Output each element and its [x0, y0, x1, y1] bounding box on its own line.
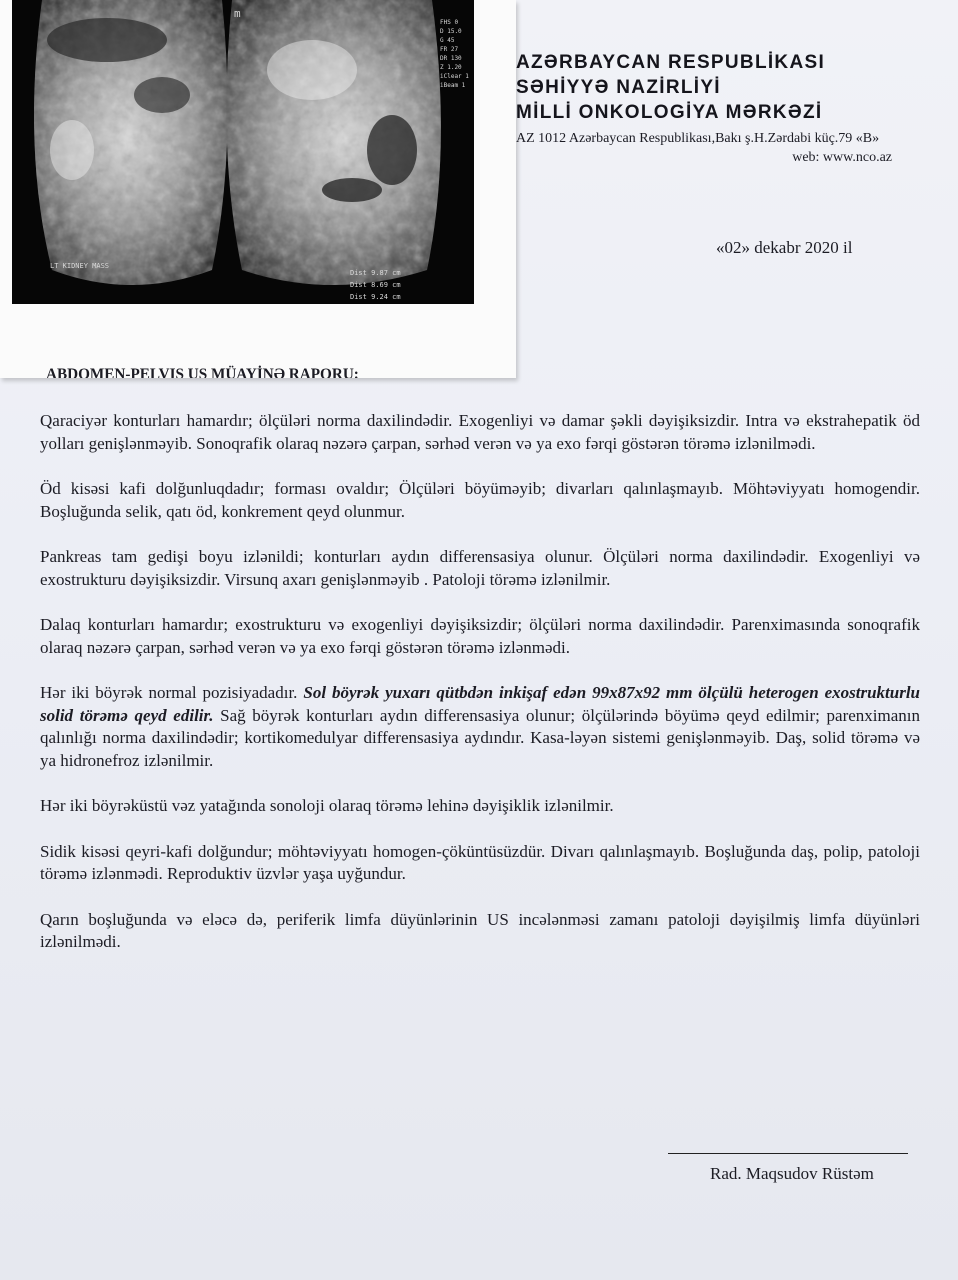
org-line-3: MİLLİ ONKOLOGİYA MƏRKƏZİ [516, 102, 823, 123]
signature-line [668, 1153, 908, 1154]
scan-label: LT KIDNEY MASS [50, 262, 110, 270]
report-title-strip [0, 360, 516, 378]
kidney-paragraph [40, 682, 920, 772]
letterhead [516, 50, 916, 167]
spleen-paragraph: Dalaq konturları hamardır; exostrukturu və exogenliyi dəyişiksizdir; ölçüləri norma daxilindədir. Parenximasında sonoqrafik olaraq nəzərə çarpan, sərhəd verən və ya exo fərqi göstərən törəmə izlənmədi. [40, 615, 920, 657]
scan-param: DR 130 [440, 55, 462, 62]
gallbladder-paragraph: Öd kisəsi kafi dolğunluqdadır; forması ovaldır; Ölçüləri böyüməyib; divarları qalınlaşmayıb. Möhtəviyyatı homogendir. Boşluğunda selik, qatı öd, konkrement qeyd olunmur. [40, 479, 920, 521]
scan-param: iClear 1 [440, 73, 469, 80]
measurement-3: Dist 9.24 cm [350, 293, 401, 301]
pancreas-paragraph: Pankreas tam gedişi boyu izlənildi; konturları aydın differensasiya olunur. Ölçüləri norma daxilindədir. Exogenliyi və exostrukturu dəyişiksizdir. Virsunq axarı genişlənməyib . Patoloji törəmə izlənilmir. [40, 547, 920, 589]
ultrasound-printout [0, 0, 516, 378]
measurement-1: Dist 9.87 cm [350, 269, 401, 277]
address: AZ 1012 Azərbaycan Respublikası,Bakı ş.H.Zərdabi küç.79 «B» [516, 131, 880, 146]
report-date: «02» dekabr 2020 il [716, 238, 853, 257]
scan-param: FHS 0 [440, 19, 459, 26]
liver-paragraph: Qaraciyər konturları hamardır; ölçüləri norma daxilindədir. Exogenliyi və damar şəkli dəyişiksizdir. Intra və ekstrahepatik öd yolları genişlənməyib. Sonoqrafik olaraq nəzərə çarpan, sərhəd verən və ya exo fərqi göstərən törəmə izlənilmədi. [40, 411, 920, 453]
ultrasound-image [12, 0, 474, 304]
scan-param: iBeam 1 [440, 82, 466, 89]
report-title: ABDOMEN-PELVIS US MÜAYİNƏ RAPORU: [46, 366, 359, 378]
scan-param: D 15.0 [440, 28, 462, 35]
scan-marker: m [234, 7, 241, 20]
website: web: www.nco.az [792, 150, 892, 165]
lymph-node-paragraph: Qarın boşluğunda və eləcə də, periferik limfa düyünlərinin US incələnməsi zamanı patoloji dəyişilmiş limfa düyünləri izlənilmədi. [40, 909, 920, 951]
scan-param: Z 1.20 [440, 64, 462, 71]
signature: Rad. Maqsudov Rüstəm [710, 1164, 874, 1183]
measurement-2: Dist 8.69 cm [350, 281, 401, 289]
org-line-2: SƏHİYYƏ NAZİRLİYİ [516, 77, 721, 98]
kidney-finding-highlight: Sol böyrək yuxarı qütbdən inkişaf edən 99x87x92 mm ölçülü heterogen exostrukturlu solid törəmə qeyd edilir. [40, 683, 921, 725]
scan-param: FR 27 [440, 46, 459, 53]
adrenal-paragraph: Hər iki böyrəküstü vəz yatağında sonoloji olaraq törəmə lehinə dəyişiklik izlənilmir. [40, 796, 614, 815]
bladder-paragraph: Sidik kisəsi qeyri-kafi dolğundur; möhtəviyyatı homogen-çöküntüsüzdür. Divarı qalınlaşmayıb. Boşluğunda daş, polip, patoloji törəmə izlənmədi. Reproduktiv üzvlər yaşa uyğundur. [40, 841, 920, 883]
org-line-1: AZƏRBAYCAN RESPUBLİKASI [516, 52, 826, 73]
report-body [40, 410, 920, 977]
ultrasound-scan-graphic [12, 0, 474, 304]
scan-param: G 45 [440, 37, 455, 44]
kidney-text-intro: Hər iki böyrək normal pozisiyadadır. [40, 683, 304, 702]
kidney-text-rest: Sağ böyrək konturları aydın differensasiya olunur; ölçülərində böyümə qeyd edilmir; parenximanın qalınlığı norma daxilindədir; kortikomedulyar differensasiya aydındır. Kasa-ləyən sistemi genişlənməyib. Daş, solid törəmə və ya hidronefroz izlənilmir. [40, 705, 920, 770]
